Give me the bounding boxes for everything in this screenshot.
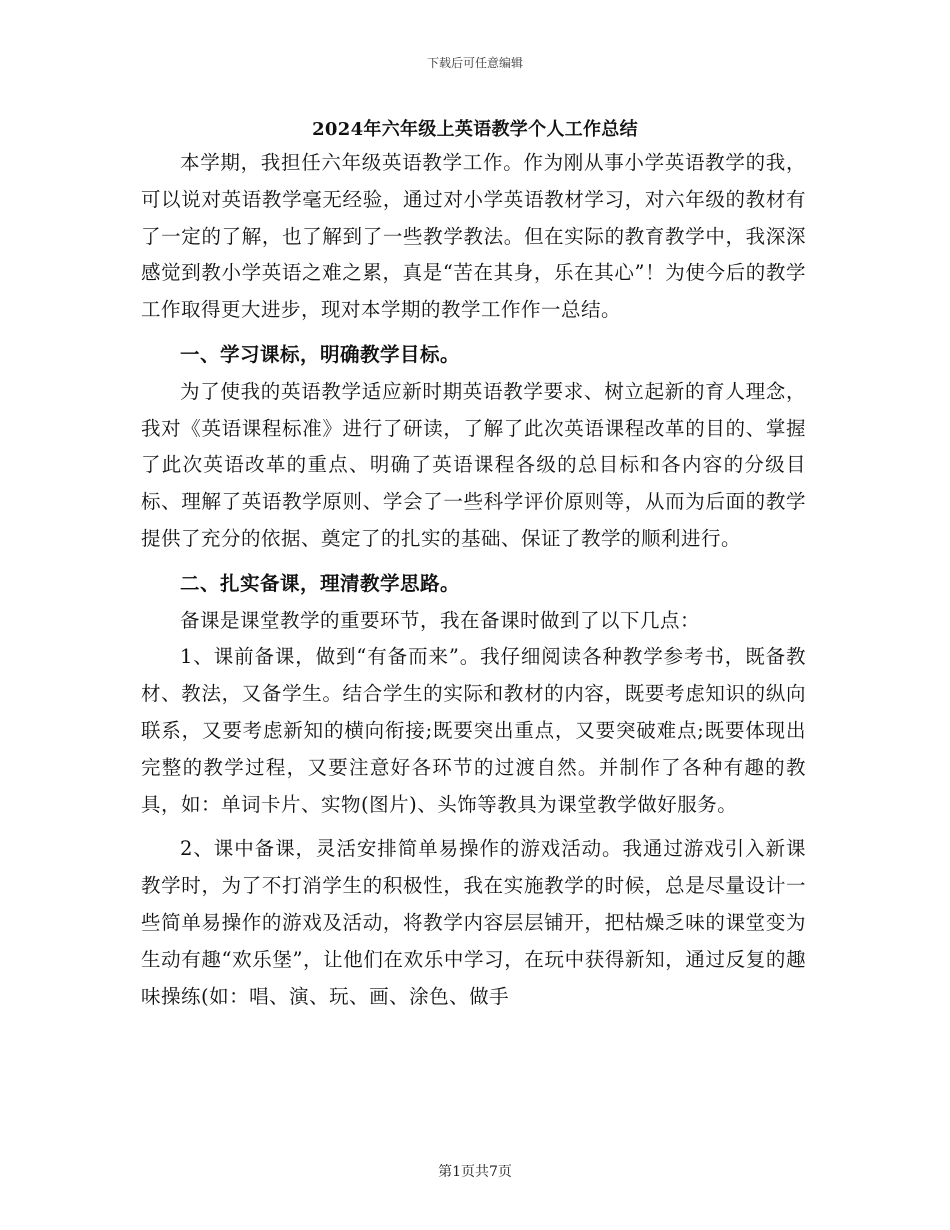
document-title: 2024年六年级上英语教学个人工作总结 (312, 119, 638, 140)
paragraph-intro: 本学期，我担任六年级英语教学工作。作为刚从事小学英语教学的我，可以说对英语教学毫无经验，通过对小学英语教材学习，对六年级的教材有了一定的了解，也了解到了一些教学教法。但在实际的教育教学中，我深深感觉到教小学英语之难之累，真是“苦在其身，乐在其心”！为使今后的教学工作取得更大进步，现对本学期的教学工作作一总结。 (141, 151, 806, 322)
document-body (141, 145, 806, 1015)
paragraph-item-2: 2、课中备课，灵活安排简单易操作的游戏活动。我通过游戏引入新课教学时，为了不打消学生的积极性，我在实施教学的时候，总是尽量设计一些简单易操作的游戏及活动，将教学内容层层铺开，把枯燥乏味的课堂变为生动有趣“欢乐堡”，让他们在欢乐中学习，在玩中获得新知，通过反复的趣味操练(如：唱、演、玩、画、涂色、做手 (141, 837, 806, 1008)
section-heading-1: 一、学习课标，明确教学目标。 (180, 342, 461, 366)
page-footer: 第1页共7页 (438, 1164, 512, 1180)
paragraph-section-1: 为了使我的英语教学适应新时期英语教学要求、树立起新的育人理念，我对《英语课程标准》进行了研读，了解了此次英语课程改革的目的、掌握了此次英语改革的重点、明确了英语课程各级的总目标和各内容的分级目标、理解了英语教学原则、学会了一些科学评价原则等，从而为后面的教学提供了充分的依据、奠定了的扎实的基础、保证了教学的顺利进行。 (141, 379, 806, 550)
paragraph-section-2-intro: 备课是课堂教学的重要环节，我在备课时做到了以下几点： (180, 608, 701, 632)
section-heading-2: 二、扎实备课，理清教学思路。 (180, 571, 461, 595)
header-note: 下载后可任意编辑 (426, 56, 523, 70)
paragraph-item-1: 1、课前备课，做到“有备而来”。我仔细阅读各种教学参考书，既备教材、教法，又备学生。结合学生的实际和教材的内容，既要考虑知识的纵向联系，又要考虑新知的横向衔接;既要突出重点，又要突破难点;既要体现出完整的教学过程，又要注意好各环节的过渡自然。并制作了各种有趣的教具，如：单词卡片、实物(图片)、头饰等教具为课堂教学做好服务。 (141, 645, 806, 816)
